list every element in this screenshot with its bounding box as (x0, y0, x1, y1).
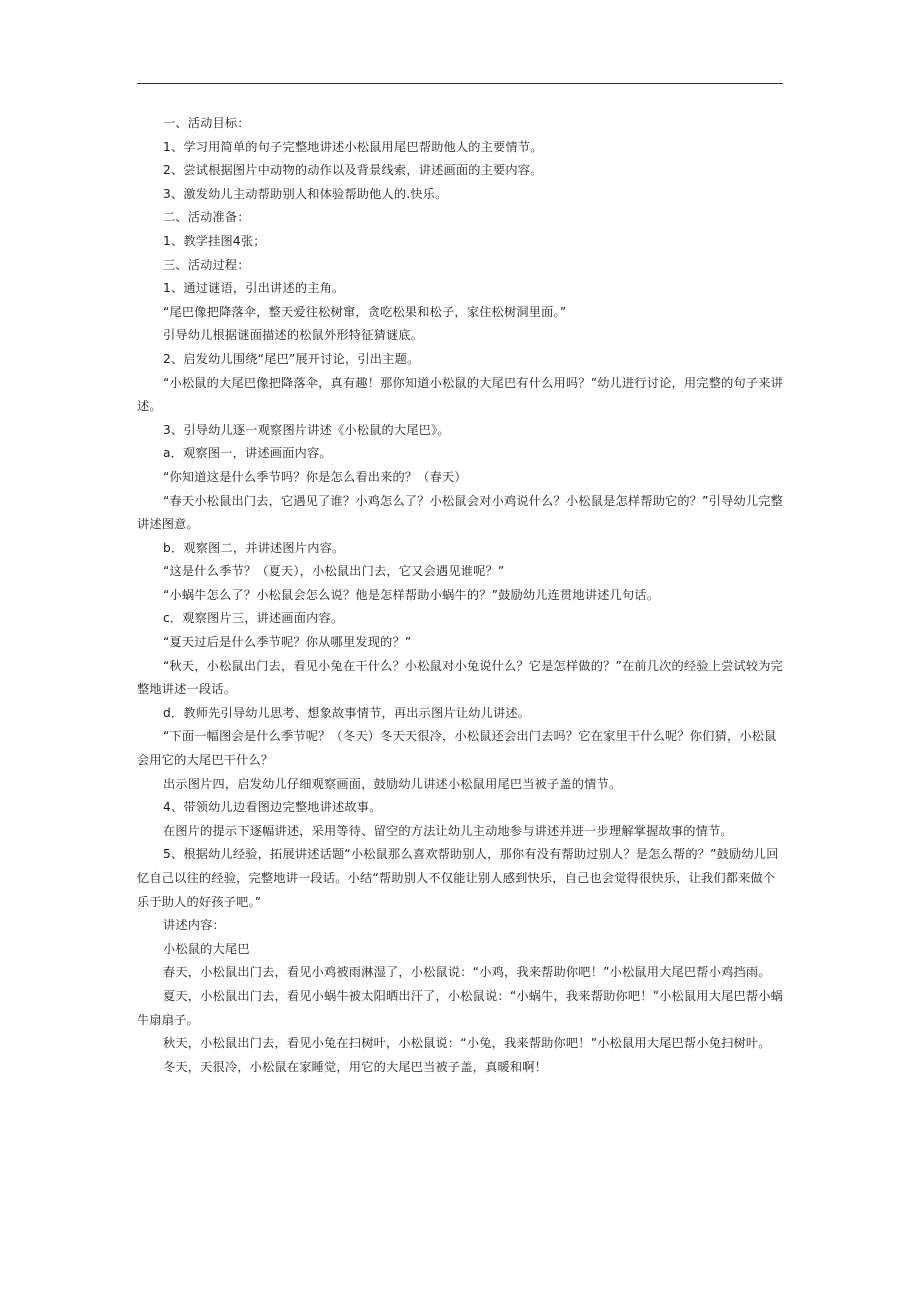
story-paragraph-spring: 春天，小松鼠出门去，看见小鸡被雨淋湿了，小松鼠说：“小鸡，我来帮助你吧！”小松鼠用大尾巴帮小鸡挡雨。 (163, 965, 771, 980)
paragraph: 4、带领幼儿边看图边完整地讲述故事。 (163, 800, 382, 815)
paragraph: 1、学习用简单的句子完整地讲述小松鼠用尾巴帮助他人的主要情节。 (163, 139, 543, 154)
paragraph: 1、教学挂图4张； (163, 233, 266, 248)
paragraph: 出示图片四，启发幼儿仔细观察画面，鼓励幼儿讲述小松鼠用尾巴当被子盖的情节。 (163, 776, 622, 791)
paragraph: “尾巴像把降落伞，整天爱往松树窜，贪吃松果和松子，家住松树洞里面。” (163, 304, 567, 319)
section-heading-process: 三、活动过程： (163, 257, 250, 272)
paragraph: “下面一幅图会是什么季节呢？（冬天）冬天天很冷，小松鼠还会出门去吗？它在家里干什么呢？你们猜，小松鼠会用它的大尾巴干什么？ (137, 729, 777, 768)
paragraph: “小蜗牛怎么了？小松鼠会怎么说？他是怎样帮助小蜗牛的？”鼓励幼儿连贯地讲述几句话。 (163, 587, 660, 602)
section-heading-preparation: 二、活动准备： (163, 210, 250, 225)
paragraph: 3、引导幼儿逐一观察图片讲述《小松鼠的大尾巴》。 (163, 422, 450, 437)
paragraph: 3、激发幼儿主动帮助别人和体验帮助他人的.快乐。 (163, 186, 448, 201)
paragraph: 2、启发幼儿围绕“尾巴”展开讨论，引出主题。 (163, 351, 420, 366)
paragraph: “你知道这是什么季节吗？你是怎么看出来的？（春天） (163, 469, 467, 484)
paragraph: “春天小松鼠出门去，它遇见了谁？小鸡怎么了？小松鼠会对小鸡说什么？小松鼠是怎样帮助它的？”引导幼儿完整讲述图意。 (137, 493, 784, 532)
story-paragraph-summer: 夏天，小松鼠出门去，看见小蜗牛被太阳晒出汗了，小松鼠说：“小蜗牛，我来帮助你吧！”小松鼠用大尾巴帮小蜗牛扇扇子。 (137, 988, 784, 1027)
document-body (137, 112, 783, 1079)
paragraph: d．教师先引导幼儿思考、想象故事情节，再出示图片让幼儿讲述。 (163, 705, 531, 720)
paragraph: “秋天，小松鼠出门去，看见小兔在干什么？小松鼠对小兔说什么？它是怎样做的？”在前几次的经验上尝试较为完整地讲述一段话。 (137, 658, 784, 697)
paragraph: “夏天过后是什么季节呢？你从哪里发现的？” (163, 635, 412, 650)
paragraph: “这是什么季节？（夏天），小松鼠出门去，它又会遇见谁呢？” (163, 564, 505, 579)
paragraph: 2、尝试根据图片中动物的动作以及背景线索，讲述画面的主要内容。 (163, 163, 543, 178)
paragraph: 引导幼儿根据谜面描述的松鼠外形特征猜谜底。 (163, 328, 424, 343)
story-paragraph-autumn: 秋天，小松鼠出门去，看见小兔在扫树叶，小松鼠说：“小兔，我来帮助你吧！”小松鼠用大尾巴帮小兔扫树叶。 (163, 1036, 771, 1051)
paragraph: 1、通过谜语，引出讲述的主角。 (163, 281, 345, 296)
header-rule (137, 83, 783, 84)
section-heading-story: 讲述内容： (163, 918, 225, 933)
paragraph: 在图片的提示下逐幅讲述，采用等待、留空的方法让幼儿主动地参与讲述并进一步理解掌握故事的情节。 (163, 823, 733, 838)
story-paragraph-winter: 冬天，天很冷，小松鼠在家睡觉，用它的大尾巴当被子盖，真暖和啊！ (163, 1059, 548, 1074)
paragraph: c．观察图片三，讲述画面内容。 (163, 611, 344, 626)
paragraph: a．观察图一，讲述画面内容。 (163, 446, 332, 461)
paragraph: “小松鼠的大尾巴像把降落伞，真有趣！那你知道小松鼠的大尾巴有什么用吗？”幼儿进行讨论，用完整的句子来讲述。 (137, 375, 784, 414)
section-heading-goals: 一、活动目标： (163, 116, 250, 130)
story-title: 小松鼠的大尾巴 (163, 941, 250, 956)
paragraph: b．观察图二，并讲述图片内容。 (163, 540, 345, 555)
paragraph: 5、根据幼儿经验，拓展讲述话题“小松鼠那么喜欢帮助别人，那你有没有帮助过别人？是怎么帮的？”鼓励幼儿回忆自己以往的经验，完整地讲一段话。小结“帮助别人不仅能让别人感到快乐，自己也会觉得很快乐，让我们都来做个乐于助人的好孩子吧。” (137, 847, 779, 909)
